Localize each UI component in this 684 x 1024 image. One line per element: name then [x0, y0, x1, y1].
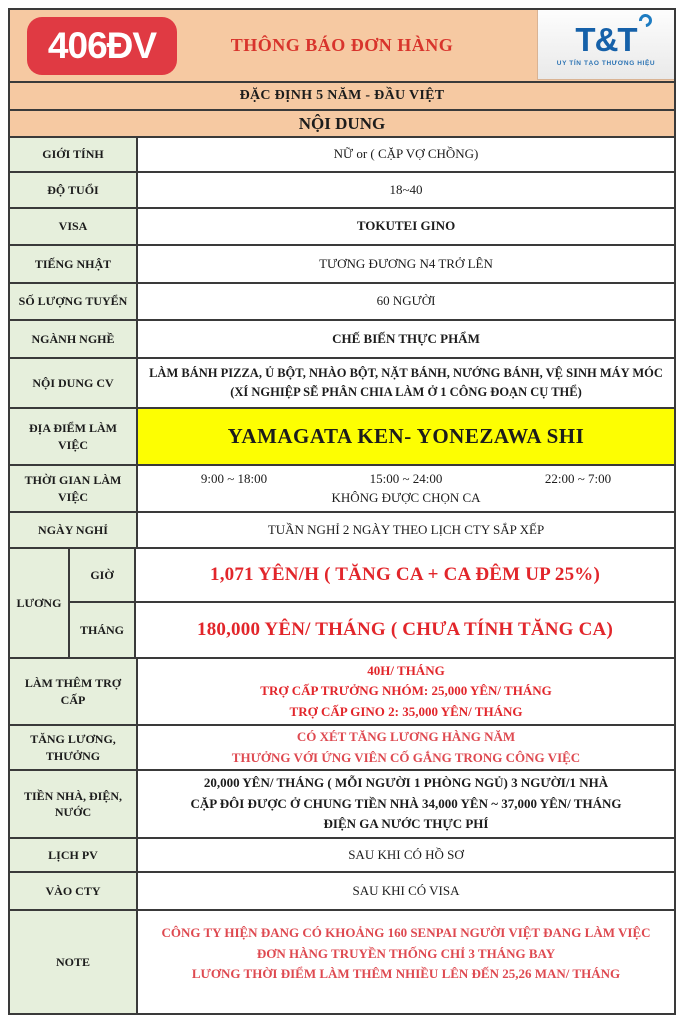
salary-month-row — [70, 603, 674, 657]
logo-swoosh-icon — [636, 11, 654, 29]
housing-line-1: 20,000 YÊN/ THÁNG ( MỖI NGƯỜI 1 PHÒNG NGỦ) 3 NGƯỜI/1 NHÀ — [203, 774, 609, 790]
row-label: LỊCH PV — [10, 839, 138, 871]
table-row-raise-bonus — [10, 726, 674, 771]
salary-label: LƯƠNG — [10, 549, 70, 657]
table-row-age — [10, 173, 674, 209]
shift-note: KHÔNG ĐƯỢC CHỌN CA — [331, 489, 481, 505]
table-row-location — [10, 409, 674, 466]
cv-line-1: LÀM BÁNH PIZZA, Ủ BỘT, NHÀO BỘT, NẶT BÁNH, NƯỚNG BÁNH, VỆ SINH MÁY MÓC — [149, 366, 663, 381]
content-banner: NỘI DUNG — [10, 111, 674, 138]
raise-line-2: THƯỞNG VỚI ỨNG VIÊN CỐ GẮNG TRONG CÔNG VIỆC — [231, 749, 581, 765]
logo-text: T&T — [575, 23, 636, 56]
table-row-japanese — [10, 246, 674, 284]
row-value — [138, 466, 674, 511]
row-value: SAU KHI CÓ VISA — [138, 873, 674, 909]
page-title: THÔNG BÁO ĐƠN HÀNG — [230, 35, 454, 55]
table-row-company-entry — [10, 873, 674, 911]
salary-month-value: 180,000 YÊN/ THÁNG ( CHƯA TÍNH TĂNG CA) — [136, 603, 674, 657]
housing-line-2: CẶP ĐÔI ĐƯỢC Ở CHUNG TIỀN NHÀ 34,000 YÊN ~ 37,000 YÊN/ THÁNG — [190, 795, 622, 811]
cv-line-2: (XÍ NGHIỆP SẼ PHÂN CHIA LÀM Ở 1 CÔNG ĐOẠN CỤ THỂ) — [230, 385, 582, 399]
row-value: TƯƠNG ĐƯƠNG N4 TRỞ LÊN — [138, 246, 674, 282]
row-label: THỜI GIAN LÀM VIỆC — [10, 466, 138, 511]
salary-hour-row — [70, 549, 674, 603]
row-label: GIỚI TÍNH — [10, 138, 138, 171]
row-value: NỮ or ( CẶP VỢ CHỒNG) — [138, 138, 674, 171]
row-label: TĂNG LƯƠNG, THƯỞNG — [10, 726, 138, 769]
shift-1: 9:00 ~ 18:00 — [200, 470, 268, 486]
row-value: TOKUTEI GINO — [138, 209, 674, 244]
row-value — [138, 359, 674, 407]
table-row-working-hours — [10, 466, 674, 513]
row-label: NỘI DUNG CV — [10, 359, 138, 407]
table-row-days-off — [10, 513, 674, 549]
housing-line-3: ĐIỆN GA NƯỚC THỰC PHÍ — [323, 816, 489, 832]
row-value — [138, 659, 674, 724]
salary-hour-label: GIỜ — [70, 549, 136, 601]
order-code-badge: 406ĐV — [27, 17, 177, 75]
table-row-housing-utilities — [10, 771, 674, 839]
row-value: SAU KHI CÓ HỒ SƠ — [138, 839, 674, 871]
table-row-visa — [10, 209, 674, 246]
table-row-salary — [10, 549, 674, 659]
overtime-line-1: 40H/ THÁNG — [367, 663, 445, 679]
row-value: 60 NGƯỜI — [138, 284, 674, 319]
table-row-quantity — [10, 284, 674, 321]
note-line-2: ĐƠN HÀNG TRUYỀN THỐNG CHỈ 3 THÁNG BAY — [256, 945, 556, 961]
note-line-3: LƯƠNG THỜI ĐIỂM LÀM THÊM NHIỀU LÊN ĐẾN 25,26 MAN/ THÁNG — [191, 966, 621, 982]
salary-hour-value: 1,071 YÊN/H ( TĂNG CA + CA ĐÊM UP 25%) — [136, 549, 674, 601]
table-row-overtime-allowance — [10, 659, 674, 726]
shift-3: 22:00 ~ 7:00 — [544, 470, 612, 486]
program-banner: ĐẶC ĐỊNH 5 NĂM - ĐẦU VIỆT — [10, 83, 674, 111]
row-label: VISA — [10, 209, 138, 244]
table-row-note — [10, 911, 674, 1013]
header-band — [10, 10, 674, 83]
work-location-highlight: YAMAGATA KEN- YONEZAWA SHI — [138, 409, 674, 464]
row-value — [138, 911, 674, 1013]
row-label: VÀO CTY — [10, 873, 138, 909]
shift-times — [148, 470, 664, 489]
row-label: ĐỊA ĐIỂM LÀM VIỆC — [10, 409, 138, 464]
row-label: NOTE — [10, 911, 138, 1013]
salary-subtable — [70, 549, 674, 657]
table-row-interview-schedule — [10, 839, 674, 873]
table-row-gender — [10, 138, 674, 173]
note-line-1: CÔNG TY HIỆN ĐANG CÓ KHOẢNG 160 SENPAI NGƯỜI VIỆT ĐANG LÀM VIỆC — [161, 924, 651, 940]
table-row-industry — [10, 321, 674, 359]
row-label: LÀM THÊM TRỢ CẤP — [10, 659, 138, 724]
row-value — [138, 771, 674, 837]
row-value: 18~40 — [138, 173, 674, 207]
overtime-line-3: TRỢ CẤP GINO 2: 35,000 YÊN/ THÁNG — [289, 703, 523, 719]
overtime-line-2: TRỢ CẤP TRƯỞNG NHÓM: 25,000 YÊN/ THÁNG — [260, 683, 552, 699]
row-label: SỐ LƯỢNG TUYỂN — [10, 284, 138, 319]
row-value: TUẦN NGHỈ 2 NGÀY THEO LỊCH CTY SẮP XẾP — [138, 513, 674, 547]
row-label: NGÀY NGHỈ — [10, 513, 138, 547]
order-announcement-sheet — [8, 8, 676, 1015]
raise-line-1: CÓ XÉT TĂNG LƯƠNG HÀNG NĂM — [296, 728, 516, 744]
logo-tagline: UY TÍN TẠO THƯƠNG HIỆU — [556, 59, 656, 67]
row-label: TIỀN NHÀ, ĐIỆN, NƯỚC — [10, 771, 138, 837]
row-label: ĐỘ TUỔI — [10, 173, 138, 207]
row-value: CHẾ BIẾN THỰC PHẨM — [138, 321, 674, 357]
row-label: TIẾNG NHẬT — [10, 246, 138, 282]
row-value — [138, 726, 674, 769]
salary-month-label: THÁNG — [70, 603, 136, 657]
shift-2: 15:00 ~ 24:00 — [369, 470, 443, 486]
table-row-job-description — [10, 359, 674, 409]
row-label: NGÀNH NGHỀ — [10, 321, 138, 357]
company-logo — [537, 10, 674, 80]
